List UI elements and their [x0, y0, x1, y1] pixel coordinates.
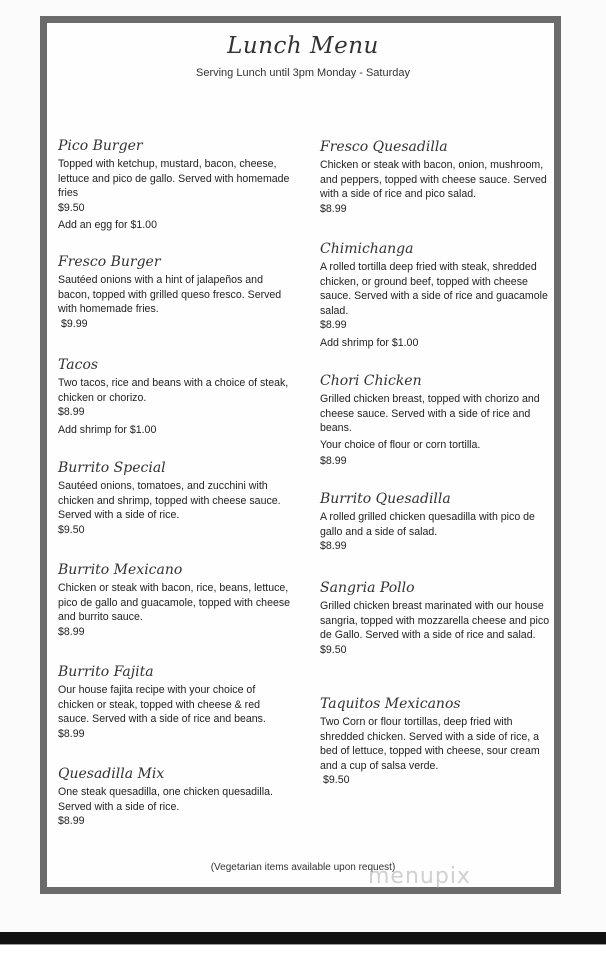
item-description: Sautéed onions, tomatoes, and zucchini with chicken and shrimp, topped with cheese sauce. Served with a side of rice. — [58, 480, 281, 521]
item-description: Our house fajita recipe with your choice of chicken or steak, topped with cheese & red sauce. Served with a side of rice and beans. — [58, 684, 266, 725]
item-description: Grilled chicken breast marinated with our house sangria, topped with mozzarella cheese and pico de Gallo. Served with a side of rice and salad. — [320, 600, 550, 641]
item-description: A rolled tortilla deep fried with steak, shredded chicken, or ground beef, topped with cheese sauce. Served with a side of rice and guacamole salad. — [320, 261, 548, 317]
item-name: Burrito Fajita — [58, 664, 154, 680]
menu-item-burrito-fajita — [58, 664, 293, 741]
bottom-divider — [0, 932, 606, 944]
menu-item-tacos — [58, 357, 293, 437]
menu-item-taquitos-mexicanos — [320, 696, 555, 788]
item-addon: Add an egg for $1.00 — [58, 219, 157, 231]
item-name: Taquitos Mexicanos — [320, 696, 461, 712]
item-name: Quesadilla Mix — [58, 766, 165, 782]
item-price: $9.50 — [320, 643, 347, 656]
menu-subtitle: Serving Lunch until 3pm Monday - Saturday — [195, 67, 410, 79]
item-price: $8.99 — [58, 815, 85, 827]
watermark: menupix — [368, 864, 471, 889]
item-name: Chimichanga — [320, 241, 414, 257]
item-price: $8.99 — [58, 727, 85, 740]
menu-item-pico-burger — [58, 138, 293, 233]
menu-title: Lunch Menu — [227, 33, 379, 59]
item-price: $8.99 — [320, 319, 347, 331]
menu-item-chori-chicken — [320, 373, 555, 469]
item-description: A rolled grilled chicken quesadilla with pico de gallo and a side of salad. — [320, 511, 535, 538]
item-name: Tacos — [58, 357, 99, 373]
item-name: Burrito Quesadilla — [320, 491, 451, 507]
item-note: Your choice of flour or corn tortilla. — [320, 438, 481, 451]
menu-item-quesadilla-mix — [58, 766, 293, 829]
item-price: $9.50 — [58, 523, 85, 536]
item-description: Chicken or steak with bacon, onion, mushroom, and peppers, topped with cheese sauce. Served with a side of rice and pico salad. — [320, 159, 547, 200]
menu-item-burrito-quesadilla — [320, 491, 555, 554]
item-name: Sangria Pollo — [320, 580, 415, 596]
menu-item-fresco-quesadilla — [320, 139, 555, 216]
item-addon: Add shrimp for $1.00 — [320, 336, 419, 349]
item-description: Two Corn or flour tortillas, deep fried with shredded chicken. Served with a side of rice, a bed of lettuce, topped with cheese, sour cream and a cup of salsa verde. — [320, 716, 540, 772]
item-description: Two tacos, rice and beans with a choice of steak, chicken or chorizo. — [58, 377, 289, 404]
menu-item-burrito-special — [58, 460, 293, 537]
menu-item-chimichanga — [320, 241, 555, 350]
item-price: $8.99 — [320, 540, 347, 552]
item-name: Pico Burger — [58, 138, 143, 154]
item-name: Fresco Quesadilla — [320, 139, 448, 155]
vegetarian-note: (Vegetarian items available upon request) — [210, 862, 396, 873]
item-name: Burrito Mexicano — [58, 562, 183, 578]
item-price: $9.50 — [58, 201, 85, 214]
item-description: Chicken or steak with bacon, rice, beans, lettuce, pico de gallo and guacamole, topped with cheese and burrito sauce. — [58, 582, 291, 623]
item-price: $9.50 — [323, 774, 350, 786]
item-price: $8.99 — [320, 202, 347, 215]
item-description: Sautéed onions with a hint of jalapeños and bacon, topped with grilled queso fresco. Served with homemade fries. — [58, 274, 282, 315]
item-description: Topped with ketchup, mustard, bacon, cheese, lettuce and pico de gallo. Served with homemade fries — [58, 158, 290, 199]
menu-item-burrito-mexicano — [58, 562, 293, 639]
item-name: Burrito Special — [58, 460, 166, 476]
item-price: $8.99 — [320, 455, 347, 467]
item-description: Grilled chicken breast, topped with chorizo and cheese sauce. Served with a side of rice and beans. — [320, 393, 540, 434]
item-price: $9.99 — [61, 317, 88, 330]
item-price: $8.99 — [58, 625, 85, 638]
menu-item-fresco-burger — [58, 254, 293, 331]
item-description: One steak quesadilla, one chicken quesadilla. Served with a side of rice. — [58, 786, 273, 813]
item-price: $8.99 — [58, 406, 85, 418]
item-addon: Add shrimp for $1.00 — [58, 423, 157, 436]
menu-item-sangria-pollo — [320, 580, 555, 657]
item-name: Chori Chicken — [320, 373, 422, 389]
item-name: Fresco Burger — [58, 254, 161, 270]
next-page-edge — [0, 944, 606, 961]
